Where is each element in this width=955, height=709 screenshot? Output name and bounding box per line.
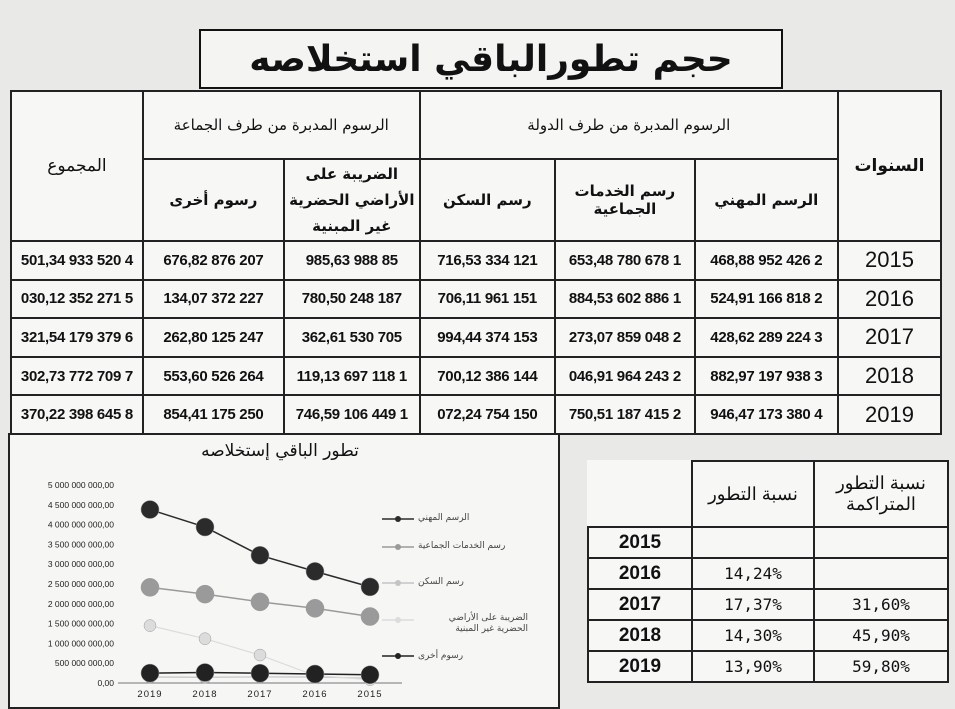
- col-communal-services: رسم الخدمات الجماعية: [555, 159, 695, 241]
- cell-cumulative: [814, 527, 948, 558]
- x-tick-label: 2015: [357, 689, 383, 700]
- data-point: [254, 649, 266, 661]
- row-year: 2015: [588, 527, 692, 558]
- cell-rate: 13,90%: [692, 651, 814, 682]
- y-tick-label: 5 000 000 000,00: [47, 480, 114, 490]
- col-rate-header: نسبة التطور: [692, 461, 814, 527]
- cell-professional: 3 224 289 428,62: [695, 318, 838, 357]
- data-point: [141, 501, 159, 519]
- x-tick-label: 2019: [137, 689, 163, 700]
- cell-total: 7 709 772 302,73: [11, 357, 143, 396]
- data-point: [199, 633, 211, 645]
- cell-other: 264 526 553,60: [143, 357, 284, 396]
- cell-services: 2 243 964 046,91: [555, 357, 695, 396]
- y-tick-label: 2 500 000 000,00: [47, 579, 114, 589]
- table-row: [588, 620, 948, 651]
- data-point: [196, 664, 214, 682]
- data-point: [361, 578, 379, 596]
- cell-cumulative: [814, 558, 948, 589]
- x-tick-label: 2018: [192, 689, 218, 700]
- table-row: [11, 318, 941, 357]
- cell-other: 250 175 854,41: [143, 395, 284, 434]
- row-year: 2017: [838, 318, 941, 357]
- y-tick-label: 3 000 000 000,00: [47, 559, 114, 570]
- corner-cell: [588, 461, 692, 527]
- cell-rate: 14,24%: [692, 558, 814, 589]
- cell-land: 705 530 362,61: [284, 318, 420, 357]
- legend-marker-dot: [395, 580, 401, 586]
- table-row: [588, 589, 948, 620]
- row-year: 2019: [588, 651, 692, 682]
- legend-land-tax: الضريبة على الأراضي الحضرية غير المبنية: [448, 613, 528, 634]
- col-land-tax: الضريبة على الأراضي الحضرية غير المبنية: [284, 159, 420, 241]
- legend-professional: الرسم المهني: [418, 513, 470, 523]
- cell-other: 227 372 134,07: [143, 280, 284, 319]
- line-chart: [8, 433, 560, 709]
- data-point: [361, 608, 379, 626]
- row-year: 2015: [838, 241, 941, 280]
- legend-marker-dot: [395, 653, 401, 659]
- cell-land: 187 248 780,50: [284, 280, 420, 319]
- data-point: [141, 578, 159, 596]
- col-other: رسوم أخرى: [143, 159, 284, 241]
- cell-services: 2 048 859 273,07: [555, 318, 695, 357]
- legend-other: رسوم أخرى: [418, 651, 464, 661]
- cell-other: 247 125 262,80: [143, 318, 284, 357]
- data-point: [251, 593, 269, 611]
- cell-total: 5 271 352 030,12: [11, 280, 143, 319]
- row-year: 2018: [838, 357, 941, 396]
- row-year: 2017: [588, 589, 692, 620]
- row-year: 2016: [838, 280, 941, 319]
- col-cumulative-header: نسبة التطور المتراكمة: [814, 461, 948, 527]
- cell-rate: 17,37%: [692, 589, 814, 620]
- table-row: [11, 395, 941, 434]
- cell-housing: 153 374 994,44: [420, 318, 555, 357]
- col-professional: الرسم المهني: [695, 159, 838, 241]
- cell-total: 6 379 179 321,54: [11, 318, 143, 357]
- data-point: [251, 546, 269, 564]
- table-row: [11, 241, 941, 280]
- y-tick-label: 2 000 000 000,00: [47, 598, 114, 609]
- remaining-collection-table: [10, 90, 942, 435]
- data-point: [141, 664, 159, 682]
- data-point: [144, 620, 156, 632]
- row-year: 2019: [838, 395, 941, 434]
- data-point: [196, 518, 214, 536]
- cell-total: 4 520 933 501,34: [11, 241, 143, 280]
- page-title: [199, 29, 783, 89]
- data-point: [306, 665, 324, 683]
- total-header: المجموع: [11, 91, 143, 241]
- chart-canvas: [10, 435, 558, 707]
- cell-professional: 3 938 197 882,97: [695, 357, 838, 396]
- data-point: [361, 666, 379, 684]
- cell-services: 1 678 780 653,48: [555, 241, 695, 280]
- cell-land: 85 988 985,63: [284, 241, 420, 280]
- commune-group-header: الرسوم المدبرة من طرف الجماعة: [143, 91, 420, 159]
- table-row: [588, 558, 948, 589]
- y-tick-label: 4 500 000 000,00: [47, 499, 114, 510]
- legend-marker-dot: [395, 516, 401, 522]
- y-tick-label: 1 000 000 000,00: [47, 638, 114, 649]
- row-year: 2018: [588, 620, 692, 651]
- cell-housing: 151 961 706,11: [420, 280, 555, 319]
- cell-services: 1 886 602 884,53: [555, 280, 695, 319]
- cell-other: 207 876 676,82: [143, 241, 284, 280]
- data-point: [196, 585, 214, 603]
- years-header: السنوات: [838, 91, 941, 241]
- cell-housing: 121 334 716,53: [420, 241, 555, 280]
- y-tick-label: 4 000 000 000,00: [47, 519, 114, 530]
- y-tick-label: 0,00: [97, 678, 114, 688]
- cell-cumulative: 31,60%: [814, 589, 948, 620]
- growth-rate-table: [587, 460, 949, 683]
- cell-land: 1 118 697 119,13: [284, 357, 420, 396]
- data-point: [306, 562, 324, 580]
- cell-professional: 2 818 166 524,91: [695, 280, 838, 319]
- state-group-header: الرسوم المدبرة من طرف الدولة: [420, 91, 838, 159]
- page-title-text: حجم تطورالباقي استخلاصه: [249, 38, 733, 80]
- table-row: [588, 527, 948, 558]
- x-tick-label: 2017: [247, 689, 273, 700]
- y-tick-label: 500 000 000,00: [54, 658, 114, 669]
- legend-communal-services: رسم الخدمات الجماعية: [418, 541, 506, 551]
- y-tick-label: 1 500 000 000,00: [47, 618, 114, 629]
- cell-housing: 150 754 072,24: [420, 395, 555, 434]
- cell-land: 1 449 106 746,59: [284, 395, 420, 434]
- x-tick-label: 2016: [302, 689, 328, 700]
- col-housing: رسم السكن: [420, 159, 555, 241]
- legend-housing: رسم السكن: [418, 577, 464, 587]
- cell-services: 2 415 187 750,51: [555, 395, 695, 434]
- y-tick-label: 3 500 000 000,00: [47, 539, 114, 550]
- cell-cumulative: 59,80%: [814, 651, 948, 682]
- cell-rate: [692, 527, 814, 558]
- table-row: [11, 357, 941, 396]
- cell-cumulative: 45,90%: [814, 620, 948, 651]
- data-point: [251, 664, 269, 682]
- legend-marker-dot: [395, 617, 401, 623]
- cell-housing: 144 386 700,12: [420, 357, 555, 396]
- cell-rate: 14,30%: [692, 620, 814, 651]
- cell-total: 8 645 398 370,22: [11, 395, 143, 434]
- row-year: 2016: [588, 558, 692, 589]
- legend-marker-dot: [395, 544, 401, 550]
- cell-professional: 2 426 952 468,88: [695, 241, 838, 280]
- data-point: [306, 599, 324, 617]
- table-row: [11, 280, 941, 319]
- chart-title: تطور الباقي إستخلاصه: [201, 441, 359, 461]
- table-row: [588, 651, 948, 682]
- cell-professional: 4 380 173 946,47: [695, 395, 838, 434]
